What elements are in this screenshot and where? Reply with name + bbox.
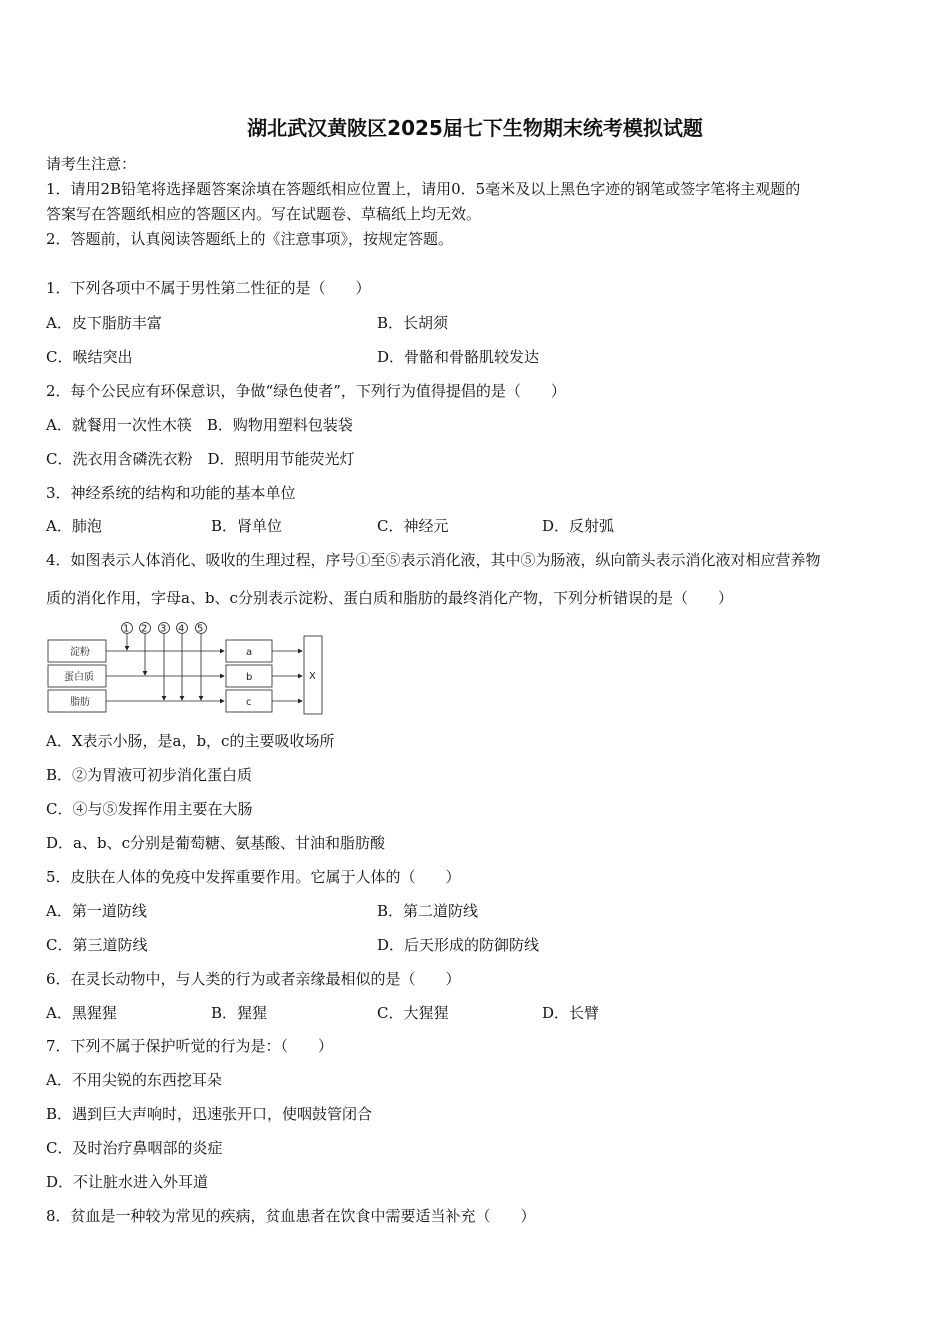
notice-item-2: 2．答题前，认真阅读答题纸上的《注意事项》，按规定答题。: [46, 230, 454, 248]
q6-stem: 6．在灵长动物中，与人类的行为或者亲缘最相似的是（ ）: [46, 970, 461, 988]
q4-stem-cont: 质的消化作用，字母a、b、c分别表示淀粉、蛋白质和脂肪的最终消化产物，下列分析错误的是（ ）: [46, 589, 733, 607]
q3-option-c[interactable]: C．神经元: [377, 517, 449, 535]
q6-option-b[interactable]: B．猩猩: [211, 1004, 268, 1022]
q7-stem: 7．下列不属于保护听觉的行为是：（ ）: [46, 1037, 334, 1055]
notice-item-1: 1．请用2B铅笔将选择题答案涂填在答题纸相应位置上，请用0．5毫米及以上黑色字迹的钢笔或签字笔将主观题的: [46, 180, 801, 198]
organ-label-x: X: [309, 671, 316, 682]
q5-option-b[interactable]: B．第二道防线: [377, 902, 479, 920]
q6-option-a[interactable]: A．黑猩猩: [46, 1004, 117, 1022]
digestion-diagram: [46, 618, 326, 718]
q3-option-b[interactable]: B．肾单位: [211, 517, 283, 535]
q1-option-b[interactable]: B．长胡须: [377, 314, 449, 332]
q3-option-d[interactable]: D．反射弧: [542, 517, 615, 535]
q3-stem: 3．神经系统的结构和功能的基本单位: [46, 484, 296, 502]
q3-option-a[interactable]: A．肺泡: [46, 517, 102, 535]
q5-stem: 5．皮肤在人体的免疫中发挥重要作用。它属于人体的（ ）: [46, 868, 461, 886]
product-label-c: c: [246, 697, 252, 708]
q7-option-a[interactable]: A．不用尖锐的东西挖耳朵: [46, 1071, 222, 1089]
exam-title: 湖北武汉黄陂区2025届七下生物期末统考模拟试题: [247, 116, 703, 140]
q2-stem: 2．每个公民应有环保意识，争做“绿色使者”，下列行为值得提倡的是（ ）: [46, 382, 566, 400]
q8-stem: 8．贫血是一种较为常见的疾病，贫血患者在饮食中需要适当补充（ ）: [46, 1207, 536, 1225]
q5-option-a[interactable]: A．第一道防线: [46, 902, 147, 920]
notice-header: 请考生注意：: [46, 155, 137, 173]
diagram-number-3: 3: [160, 623, 167, 635]
q2-options-cd[interactable]: C．洗衣用含磷洗衣粉 D．照明用节能荧光灯: [46, 450, 355, 468]
q4-stem: 4．如图表示人体消化、吸收的生理过程，序号①至⑤表示消化液，其中⑤为肠液，纵向箭头表示消化液对相应营养物: [46, 551, 821, 569]
q4-option-c[interactable]: C．④与⑤发挥作用主要在大肠: [46, 800, 253, 818]
notice-item-1-cont: 答案写在答题纸相应的答题区内。写在试题卷、草稿纸上均无效。: [46, 205, 482, 223]
diagram-number-1: 1: [123, 623, 130, 635]
q7-option-c[interactable]: C．及时治疗鼻咽部的炎症: [46, 1139, 223, 1157]
q7-option-b[interactable]: B．遇到巨大声响时，迅速张开口，使咽鼓管闭合: [46, 1105, 373, 1123]
q5-option-c[interactable]: C．第三道防线: [46, 936, 148, 954]
q1-option-d[interactable]: D．骨骼和骨骼肌较发达: [377, 348, 540, 366]
q4-option-b[interactable]: B．②为胃液可初步消化蛋白质: [46, 766, 253, 784]
product-label-b: b: [246, 672, 253, 683]
q1-option-c[interactable]: C．喉结突出: [46, 348, 133, 366]
q2-options-ab[interactable]: A．就餐用一次性木筷 B．购物用塑料包装袋: [46, 416, 353, 434]
q6-option-c[interactable]: C．大猩猩: [377, 1004, 449, 1022]
diagram-number-2: 2: [141, 623, 148, 635]
q4-option-a[interactable]: A．X表示小肠，是a，b，c的主要吸收场所: [46, 732, 335, 750]
q1-option-a[interactable]: A．皮下脂肪丰富: [46, 314, 162, 332]
nutrient-label-starch: 淀粉: [70, 647, 90, 658]
nutrient-label-fat: 脂肪: [70, 697, 90, 708]
q5-option-d[interactable]: D．后天形成的防御防线: [377, 936, 540, 954]
q7-option-d[interactable]: D．不让脏水进入外耳道: [46, 1173, 209, 1191]
q6-option-d[interactable]: D．长臂: [542, 1004, 600, 1022]
q4-option-d[interactable]: D．a、b、c分别是葡萄糖、氨基酸、甘油和脂肪酸: [46, 834, 385, 852]
product-label-a: a: [246, 647, 253, 658]
q1-stem: 1．下列各项中不属于男性第二性征的是（ ）: [46, 279, 371, 297]
diagram-number-5: 5: [197, 623, 204, 635]
nutrient-label-protein: 蛋白质: [64, 672, 94, 683]
diagram-number-4: 4: [178, 623, 185, 635]
